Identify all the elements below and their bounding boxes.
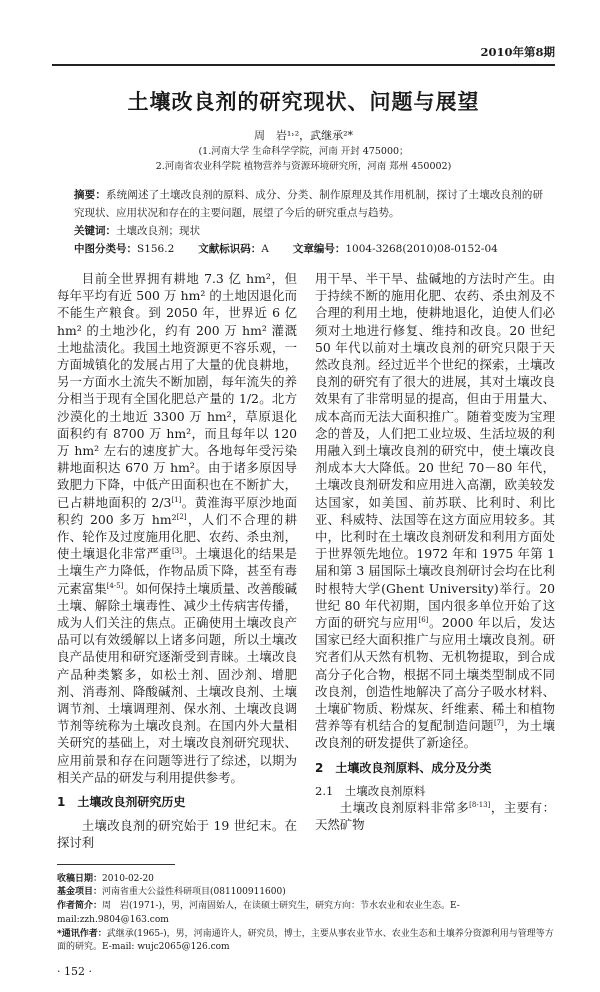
- doc-code-label: 文献标识码：: [198, 243, 262, 255]
- abstract-text: 系统阐述了土壤改良剂的原料、成分、分类、制作原理及其作用机制，探讨了土壤改良剂的研究现状、应用状况和存在的主要问题，展望了今后的研究重点与趋势。: [74, 189, 544, 219]
- affiliation-1: (1.河南大学 生命科学学院，河南 开封 475000；: [198, 146, 409, 157]
- fund-label: 基金项目：: [57, 887, 103, 898]
- front-matter: [74, 186, 543, 258]
- page-number: · 152 ·: [57, 965, 92, 979]
- footnote-author: [52, 900, 555, 928]
- authors: 周 岩¹˒²，武继承²*: [253, 129, 354, 142]
- article-no-label: 文章编号：: [292, 243, 346, 255]
- footnote-rule: [57, 864, 175, 865]
- author-bio-text: 周 岩(1971-)，男，河南固始人，在读硕士研究生，研究方向：节水农业和农业生态。E-mail:zzh.9804@163.com: [57, 901, 460, 925]
- fund-text: 河南省重大公益性科研项目(081100911600): [102, 887, 286, 898]
- history-paragraph: 用干旱、半干旱、盐碱地的方法时产生。由于持续不断的施用化肥、农药、杀虫剂及不合理的利用土地，使耕地退化，迫使人们必须对土地进行修复、维持和改良。20 世纪 50 年代以前对土壤改良剂的研究只限于天然改良剂。经过近半个世纪的探索，土壤改良剂的研究有了很大的进展，其对土壤改良效果有了非常明显的提高，但由于用量大、成本高而无法大面积推广。随着变废为宝理念的普及，人们把工业垃圾、生活垃圾的利用融入到土壤改良剂的研究中，使土壤改良剂成本大大降低。20 世纪 70－80 年代，土壤改良剂研发和应用进入高潮，欧美较发达国家，如美国、前苏联、比利时、利比亚、科威特、法国等在这方面应用较多。其中，比利时在土壤改良剂研发和利用方面处于世界领先地位。1972 年和 1975 年第 1 届和第 3 届国际土壤改良剂研讨会均在比利时根特大学(Ghent University)举行。20 世纪 80 年代初期，国内很多单位开始了这方面的研究与应用[6]。2000 年以后，发达国家已经大面积推广与应用土壤改良剂。研究者们从天然有机物、无机物提取，到合成高分子化合物，根据不同土壤类型制成不同改良剂，创造性地解决了高分子吸水材料、土壤矿物质、粉煤灰、纤维素、稀土和植物营养等有机结合的复配制造问题[7]，为土壤改良剂的研发提供了新途径。: [315, 271, 556, 751]
- abstract: [74, 186, 543, 222]
- citation-ref: [3]: [172, 547, 182, 556]
- abstract-label: 摘要：: [74, 189, 106, 201]
- citation-ref: [1]: [171, 495, 182, 504]
- footnote-fund: [52, 886, 555, 900]
- received-label: 收稿日期：: [57, 873, 103, 884]
- section-1-heading: 1 土壤改良剂研究历史: [57, 795, 186, 810]
- footnote-corresponding: [52, 928, 555, 956]
- citation-ref: [2]: [176, 512, 187, 521]
- section-1-paragraph: 土壤改良剂的研究始于 19 世纪末。在探讨利: [57, 818, 297, 851]
- corresponding-label: *通讯作者：: [57, 928, 107, 939]
- citation-ref: [4-5]: [106, 581, 124, 590]
- body-columns: [52, 270, 555, 852]
- keywords-text: 土壤改良剂；现状: [116, 225, 200, 237]
- footnote-received: [52, 873, 555, 887]
- corresponding-text: 武继承(1965-)，男，河南通许人，研究员，博士，主要从事农业节水、农业生态和土壤养分资源利用与管理等方面的研究。E-mail: wujc2065@126.com: [57, 928, 554, 953]
- citation-ref: [7]: [493, 719, 504, 728]
- section-2-1-paragraph: 土壤改良剂原料非常多[8-13]，主要有：天然矿物: [315, 799, 556, 832]
- header-rule: [52, 44, 555, 66]
- doc-code-value: A: [261, 243, 269, 255]
- received-date: 2010-02-20: [102, 873, 154, 884]
- clc-label: 中图分类号：: [74, 243, 137, 255]
- section-2-heading: 2 土壤改良剂原料、成分及分类: [315, 760, 492, 775]
- affiliation-2: 2.河南省农业科学院 植物营养与资源环境研究所，河南 郑州 450002): [155, 161, 452, 172]
- keywords: [74, 222, 543, 240]
- keywords-label: 关键词：: [74, 225, 116, 237]
- intro-paragraph: 目前全世界拥有耕地 7.3 亿 hm²，但每年平均有近 500 万 hm² 的土地因退化而不能生产粮食。到 2050 年，世界近 6 亿 hm² 的土地沙化，约有 200 万 hm² 灌溉土地盐渍化。我国土地资源更不容乐观，一方面城镇化的发展占用了大量的优良耕地，另一方面水土流失不断加剧，每年流失的养分相当于现有全国化肥总产量的 1/2。北方沙漠化的土地近 3300 万 hm²，草原退化面积约有 8700 万 hm²，而且每年以 120 万 hm² 左右的速度扩大。各地每年受污染耕地面积达 670 万 hm²。由于诸多原因导致肥力下降，中低产田面积也在不断扩大，已占耕地面积的 2/3[1]。黄淮海平原沙地面积约 200 多万 hm²[2]，人们不合理的耕作、轮作及过度施用化肥、农药、杀虫剂，使土壤退化非常严重[3]。土壤退化的结果是土壤生产力降低，作物品质下降，甚至有毒元素富集[4-5]。如何保持土壤质量、改善酸碱土壤、解除土壤毒性、减少土传病害传播，成为人们关注的焦点。正确使用土壤改良产品可以有效缓解以上诸多问题，所以土壤改良产品使用和研究逐渐受到青睐。土壤改良产品种类繁多，如松土剂、固沙剂、增肥剂、消毒剂、降酸碱剂、土壤改良剂、土壤调节剂、土壤调理剂、保水剂、土壤改良调节剂等统称为土壤改良剂。在国内外大量相关研究的基础上，对土壤改良剂研究现状、应用前景和存在问题等进行了综述，以期为相关产品的研发与利用提供参考。: [57, 271, 298, 785]
- left-column: [57, 270, 297, 852]
- clc-value: S156.2: [137, 243, 175, 255]
- author-bio-label: 作者简介：: [57, 901, 103, 912]
- citation-ref: [6]: [418, 615, 429, 624]
- section-2-1-heading: 2.1 土壤改良剂原料: [315, 783, 426, 798]
- article-no-value: 1004-3268(2010)08-0152-04: [345, 243, 498, 255]
- citation-ref: [8-13]: [469, 800, 491, 809]
- classification-line: [74, 240, 543, 258]
- paper-title: 土壤改良剂的研究现状、问题与展望: [127, 90, 480, 114]
- right-column: [315, 270, 555, 852]
- journal-issue: 2010年第8期: [480, 45, 555, 59]
